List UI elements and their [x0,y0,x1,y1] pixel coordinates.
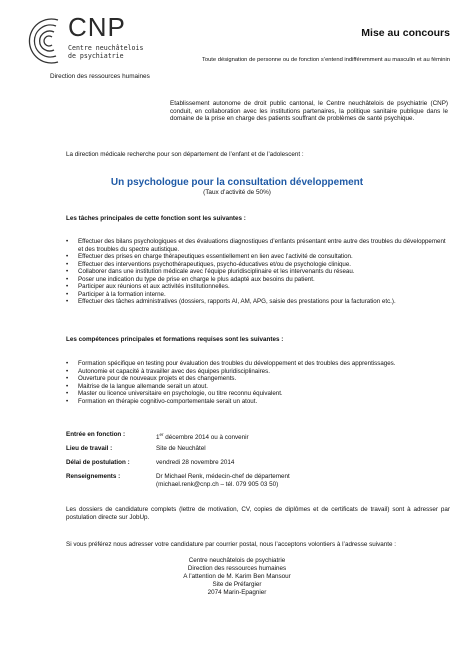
bullet-icon: • [66,360,69,367]
bullet-icon: • [66,397,69,405]
list-item: • Effectuer des prises en charge thérapeutiques essentiellement en lien avec l’activité de consultation. [66,253,353,260]
tasks-heading: Les tâches principales de cette fonction sont les suivantes : [66,215,246,222]
address-line: Centre neuchâtelois de psychiatrie [188,557,286,564]
lead-sentence: La direction médicale recherche pour son département de l’enfant et de l’adolescent : [66,151,304,158]
deadline-label: Délai de postulation : [66,459,130,466]
logo-subtitle-2: de psychiatrie [68,52,124,60]
list-item: • Autonomie et capacité à travailler avec des équipes pluridisciplinaires. [66,367,270,375]
cnp-logo-icon [28,12,68,68]
bullet-icon: • [66,253,69,260]
deadline-value: vendredi 28 novembre 2014 [156,459,235,466]
bullet-icon: • [66,268,69,275]
postal-address [0,557,474,597]
bullet-icon: • [66,260,69,268]
address-line: 2074 Marin-Epagnier [207,589,267,596]
skills-list [66,360,450,405]
bullet-icon: • [66,382,69,390]
department-name: Direction des ressources humaines [50,73,150,80]
address-line: Site de Préfargier [212,581,262,588]
bullet-icon: • [66,375,69,382]
list-item: • Master ou licence universitaire en psychologie, ou titre reconnu équivalent. [66,390,283,397]
bullet-icon: • [66,298,69,305]
list-item: • Participer à la formation interne. [66,290,166,298]
list-item: • Collaborer dans une institution médicale avec l’équipe pluridisciplinaire et les intervenants du réseau. [66,268,355,275]
postal-note: Si vous préférez nous adresser votre candidature par courrier postal, nous l’acceptons volontiers à l’adresse suivante : [66,541,397,548]
bullet-icon: • [66,275,69,283]
contact-label: Renseignements : [66,473,121,480]
bullet-icon: • [66,283,69,290]
bullet-icon: • [66,367,69,375]
bullet-icon: • [66,238,69,245]
intro-paragraph: Etablissement autonome de droit public cantonal, le Centre neuchâtelois de psychiatrie (CNP) conduit, en collaboration avec les institutions partenaires, la politique sanitaire publique dans le domaine de la prise en charge des patients souffrant de problèmes de santé psychique. [170,100,448,123]
contact-line-2: (michael.renk@cnp.ch – tél. 079 905 03 50) [156,481,279,488]
tasks-list [66,238,450,306]
cnp-logo [28,12,178,72]
place-label: Lieu de travail : [66,445,113,452]
skills-heading: Les compétences principales et formations requises sont les suivantes : [66,336,284,343]
list-item: • Formation spécifique en testing pour évaluation des troubles du développement et des troubles des apprentissages. [66,360,396,367]
list-item: • Effectuer des tâches administratives (dossiers, rapports AI, AM, APG, saisie des prestations pour la facturation etc.). [66,298,396,305]
list-item: • Participer aux réunions et aux activités institutionnelles. [66,283,230,290]
list-item: • Effectuer des bilans psychologiques et des évaluations diagnostiques d’enfants présentant entre autre des troubles du développement et des troubles du spectre autistique. [66,238,446,253]
job-title: Un psychologue pour la consultation développement [110,177,364,188]
entry-label: Entrée en fonction : [66,431,126,438]
page-title: Mise au concours [361,27,450,39]
bullet-icon: • [66,390,69,397]
list-item: • Maitrise de la langue allemande serait un atout. [66,382,209,390]
entry-value: 1er décembre 2014 ou à convenir [156,432,249,442]
list-item: • Effectuer des interventions psychothérapeutiques, psycho-éducatives et/ou de psychologie clinique. [66,260,351,268]
logo-subtitle-1: Centre neuchâtelois [68,44,144,52]
logo-name: CNP [68,12,126,42]
address-line: A l’attention de M. Karim Ben Mansour [183,573,291,580]
address-line: Direction des ressources humaines [187,565,287,572]
application-paragraph: Les dossiers de candidature complets (lettre de motivation, CV, copies de diplômes et de certificats de travail) sont à adresser par postulation directe sur JobUp. [66,506,450,521]
list-item: • Poser une indication du type de prise en charge le plus adapté aux besoins du patient. [66,275,315,283]
contact-line-1: Dr Michael Renk, médecin-chef de département [156,473,290,480]
place-value: Site de Neuchâtel [156,445,206,452]
list-item: • Formation en thérapie cognitivo-comportementale serait un atout. [66,397,258,405]
gender-note: Toute désignation de personne ou de fonction s’entend indifféremment au masculin et au féminin [201,57,450,63]
list-item: • Ouverture pour de nouveaux projets et des changements. [66,375,237,382]
job-rate: (Taux d’activité de 50%) [203,189,271,196]
bullet-icon: • [66,290,69,298]
